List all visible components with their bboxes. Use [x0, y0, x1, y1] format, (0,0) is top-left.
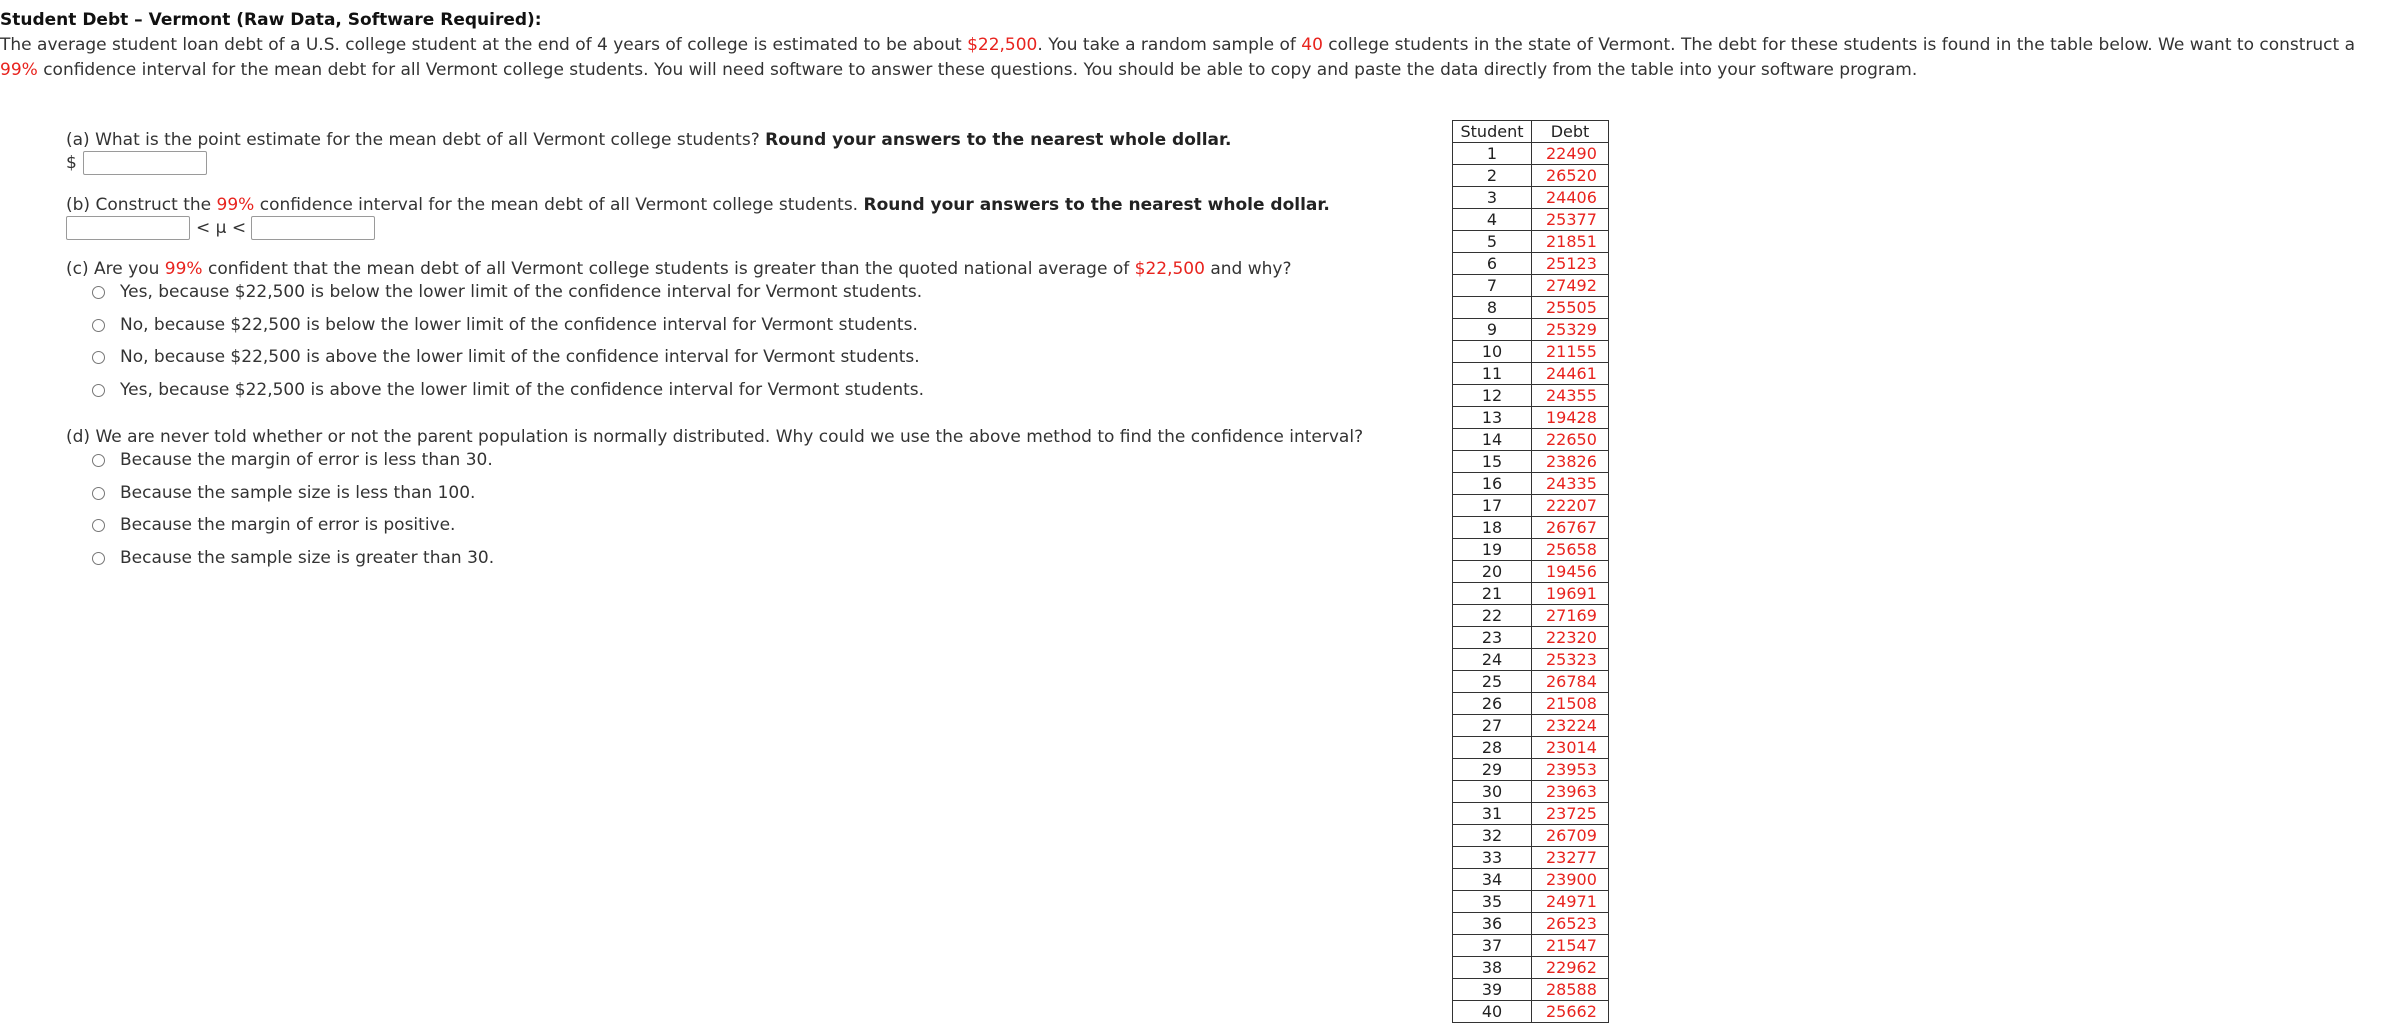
student-number-cell: 7	[1453, 275, 1532, 297]
debt-value-cell: 22490	[1532, 143, 1609, 165]
debt-value-cell: 24971	[1532, 891, 1609, 913]
table-body	[1453, 143, 1609, 1023]
table-row	[1453, 737, 1609, 759]
point-estimate-input[interactable]	[83, 151, 207, 175]
part-c-confidence-level: 99%	[164, 259, 203, 279]
part-b-question-text-1: (b) Construct the	[66, 195, 217, 215]
debt-value-cell: 21155	[1532, 341, 1609, 363]
student-number-cell: 10	[1453, 341, 1532, 363]
part-c-question	[66, 259, 1292, 279]
radio-button[interactable]	[92, 319, 105, 332]
debt-value-cell: 25658	[1532, 539, 1609, 561]
debt-value-cell: 27169	[1532, 605, 1609, 627]
debt-value-cell: 21851	[1532, 231, 1609, 253]
radio-button[interactable]	[92, 552, 105, 565]
part-c-question-text-2: confident that the mean debt of all Vermont college students is greater than the quoted national average of	[202, 259, 1135, 279]
table-row	[1453, 429, 1609, 451]
student-number-cell: 9	[1453, 319, 1532, 341]
table-row	[1453, 715, 1609, 737]
debt-value-cell: 24335	[1532, 473, 1609, 495]
part-b-confidence-level: 99%	[216, 195, 255, 215]
table-row	[1453, 495, 1609, 517]
table-row	[1453, 165, 1609, 187]
table-row	[1453, 803, 1609, 825]
radio-button[interactable]	[92, 487, 105, 500]
student-number-cell: 13	[1453, 407, 1532, 429]
debt-value-cell: 23725	[1532, 803, 1609, 825]
student-number-cell: 34	[1453, 869, 1532, 891]
student-number-cell: 8	[1453, 297, 1532, 319]
debt-value-cell: 22207	[1532, 495, 1609, 517]
student-number-cell: 15	[1453, 451, 1532, 473]
debt-value-cell: 23014	[1532, 737, 1609, 759]
debt-value-cell: 23953	[1532, 759, 1609, 781]
table-header-row	[1453, 121, 1609, 143]
debt-value-cell: 28588	[1532, 979, 1609, 1001]
student-number-cell: 1	[1453, 143, 1532, 165]
radio-button[interactable]	[92, 454, 105, 467]
student-number-cell: 31	[1453, 803, 1532, 825]
student-number-cell: 23	[1453, 627, 1532, 649]
debt-value-cell: 19456	[1532, 561, 1609, 583]
student-number-cell: 2	[1453, 165, 1532, 187]
part-d-option-2-label: Because the sample size is less than 100.	[120, 483, 476, 503]
radio-button[interactable]	[92, 519, 105, 532]
intro-sample-size: 40	[1301, 35, 1323, 55]
debt-value-cell: 23277	[1532, 847, 1609, 869]
part-b-instruction: Round your answers to the nearest whole dollar.	[863, 195, 1330, 215]
student-number-cell: 3	[1453, 187, 1532, 209]
debt-value-cell: 25505	[1532, 297, 1609, 319]
student-debt-table	[1452, 120, 1609, 1023]
part-b-question	[66, 195, 1330, 215]
table-row	[1453, 847, 1609, 869]
table-row	[1453, 869, 1609, 891]
debt-value-cell: 23900	[1532, 869, 1609, 891]
part-c-option-2-label: No, because $22,500 is below the lower limit of the confidence interval for Vermont students.	[120, 315, 918, 335]
part-c-question-text-3: and why?	[1204, 259, 1292, 279]
student-number-cell: 20	[1453, 561, 1532, 583]
part-c-question-text-1: (c) Are you	[66, 259, 165, 279]
table-row	[1453, 825, 1609, 847]
student-number-cell: 26	[1453, 693, 1532, 715]
table-row	[1453, 781, 1609, 803]
student-number-cell: 17	[1453, 495, 1532, 517]
table-row	[1453, 979, 1609, 1001]
debt-value-cell: 24461	[1532, 363, 1609, 385]
student-number-cell: 38	[1453, 957, 1532, 979]
ci-lower-input[interactable]	[66, 216, 190, 240]
problem-intro	[0, 33, 2375, 83]
debt-value-cell: 22962	[1532, 957, 1609, 979]
student-number-cell: 4	[1453, 209, 1532, 231]
table-row	[1453, 363, 1609, 385]
student-number-cell: 18	[1453, 517, 1532, 539]
debt-value-cell: 24355	[1532, 385, 1609, 407]
student-number-cell: 22	[1453, 605, 1532, 627]
table-row	[1453, 451, 1609, 473]
debt-value-cell: 23224	[1532, 715, 1609, 737]
table-row	[1453, 957, 1609, 979]
debt-value-cell: 26784	[1532, 671, 1609, 693]
debt-value-cell: 25323	[1532, 649, 1609, 671]
table-row	[1453, 231, 1609, 253]
part-c-option-3[interactable]	[92, 347, 920, 367]
student-number-cell: 14	[1453, 429, 1532, 451]
debt-value-cell: 24406	[1532, 187, 1609, 209]
student-number-cell: 29	[1453, 759, 1532, 781]
part-a-question	[66, 130, 1231, 150]
student-number-cell: 32	[1453, 825, 1532, 847]
debt-value-cell: 25329	[1532, 319, 1609, 341]
part-d-option-3-label: Because the margin of error is positive.	[120, 515, 456, 535]
debt-value-cell: 22320	[1532, 627, 1609, 649]
radio-button[interactable]	[92, 351, 105, 364]
part-d-option-2[interactable]	[92, 483, 475, 503]
student-number-cell: 37	[1453, 935, 1532, 957]
table-row	[1453, 517, 1609, 539]
student-number-cell: 28	[1453, 737, 1532, 759]
student-number-cell: 6	[1453, 253, 1532, 275]
debt-value-cell: 26520	[1532, 165, 1609, 187]
table-row	[1453, 649, 1609, 671]
table-row	[1453, 143, 1609, 165]
student-number-cell: 21	[1453, 583, 1532, 605]
table-row	[1453, 627, 1609, 649]
debt-value-cell: 19428	[1532, 407, 1609, 429]
header-student: Student	[1453, 121, 1532, 143]
part-c-option-3-label: No, because $22,500 is above the lower limit of the confidence interval for Vermont students.	[120, 347, 920, 367]
table-row	[1453, 253, 1609, 275]
part-b-question-text-2: confidence interval for the mean debt of all Vermont college students.	[254, 195, 864, 215]
debt-value-cell: 23963	[1532, 781, 1609, 803]
student-number-cell: 30	[1453, 781, 1532, 803]
part-a-question-text: (a) What is the point estimate for the mean debt of all Vermont college students?	[66, 130, 766, 150]
part-d-option-1[interactable]	[92, 450, 493, 470]
debt-value-cell: 21508	[1532, 693, 1609, 715]
debt-value-cell: 19691	[1532, 583, 1609, 605]
part-c-national-average: $22,500	[1134, 259, 1205, 279]
debt-value-cell: 26523	[1532, 913, 1609, 935]
table-row	[1453, 671, 1609, 693]
table-row	[1453, 1001, 1609, 1023]
table-row	[1453, 473, 1609, 495]
student-number-cell: 33	[1453, 847, 1532, 869]
table-row	[1453, 759, 1609, 781]
table-row	[1453, 561, 1609, 583]
part-a-currency-symbol: $	[66, 153, 77, 173]
problem-title: Student Debt – Vermont (Raw Data, Software Required):	[0, 10, 542, 30]
intro-text-2: . You take a random sample of	[1037, 35, 1302, 55]
part-c-option-2[interactable]	[92, 315, 918, 335]
table-row	[1453, 605, 1609, 627]
part-c-option-4-label: Yes, because $22,500 is above the lower limit of the confidence interval for Vermont students.	[120, 380, 925, 400]
debt-value-cell: 25123	[1532, 253, 1609, 275]
table-row	[1453, 583, 1609, 605]
intro-national-average: $22,500	[967, 35, 1038, 55]
table-row	[1453, 693, 1609, 715]
table-row	[1453, 319, 1609, 341]
part-c-option-1[interactable]	[92, 282, 922, 302]
student-number-cell: 5	[1453, 231, 1532, 253]
table-row	[1453, 341, 1609, 363]
table-row	[1453, 913, 1609, 935]
radio-button[interactable]	[92, 286, 105, 299]
student-number-cell: 19	[1453, 539, 1532, 561]
intro-confidence-level: 99%	[0, 60, 38, 80]
part-d-option-1-label: Because the margin of error is less than 30.	[120, 450, 493, 470]
debt-value-cell: 26767	[1532, 517, 1609, 539]
student-number-cell: 16	[1453, 473, 1532, 495]
table-row	[1453, 209, 1609, 231]
table-row	[1453, 539, 1609, 561]
debt-value-cell: 25662	[1532, 1001, 1609, 1023]
student-number-cell: 11	[1453, 363, 1532, 385]
debt-value-cell: 26709	[1532, 825, 1609, 847]
table-row	[1453, 297, 1609, 319]
student-number-cell: 12	[1453, 385, 1532, 407]
student-number-cell: 27	[1453, 715, 1532, 737]
student-number-cell: 39	[1453, 979, 1532, 1001]
part-d-option-3[interactable]	[92, 515, 455, 535]
debt-value-cell: 25377	[1532, 209, 1609, 231]
debt-value-cell: 23826	[1532, 451, 1609, 473]
student-number-cell: 35	[1453, 891, 1532, 913]
table-row	[1453, 385, 1609, 407]
student-number-cell: 40	[1453, 1001, 1532, 1023]
student-number-cell: 25	[1453, 671, 1532, 693]
header-debt: Debt	[1532, 121, 1609, 143]
mu-inequality-label: < μ <	[196, 218, 247, 238]
intro-text-1: The average student loan debt of a U.S. college student at the end of 4 years of college is estimated to be about	[0, 35, 968, 55]
intro-text-4: confidence interval for the mean debt for all Vermont college students. You will need software to answer these questions. You should be able to copy and paste the data directly from the table into your software program.	[37, 60, 1918, 80]
ci-upper-input[interactable]	[251, 216, 375, 240]
table-row	[1453, 187, 1609, 209]
table-row	[1453, 935, 1609, 957]
table-row	[1453, 275, 1609, 297]
student-number-cell: 24	[1453, 649, 1532, 671]
student-number-cell: 36	[1453, 913, 1532, 935]
part-a-instruction: Round your answers to the nearest whole dollar.	[765, 130, 1232, 150]
debt-value-cell: 21547	[1532, 935, 1609, 957]
intro-text-3: college students in the state of Vermont. The debt for these students is found in the table below. We want to construct a	[1322, 35, 2356, 55]
radio-button[interactable]	[92, 384, 105, 397]
part-d-option-4-label: Because the sample size is greater than 30.	[120, 548, 495, 568]
part-d-option-4[interactable]	[92, 548, 494, 568]
table-row	[1453, 407, 1609, 429]
debt-value-cell: 22650	[1532, 429, 1609, 451]
debt-value-cell: 27492	[1532, 275, 1609, 297]
part-d-question: (d) We are never told whether or not the parent population is normally distributed. Why could we use the above method to find the confidence interval?	[66, 427, 1364, 447]
part-c-option-1-label: Yes, because $22,500 is below the lower limit of the confidence interval for Vermont students.	[120, 282, 923, 302]
part-c-option-4[interactable]	[92, 380, 924, 400]
table-row	[1453, 891, 1609, 913]
